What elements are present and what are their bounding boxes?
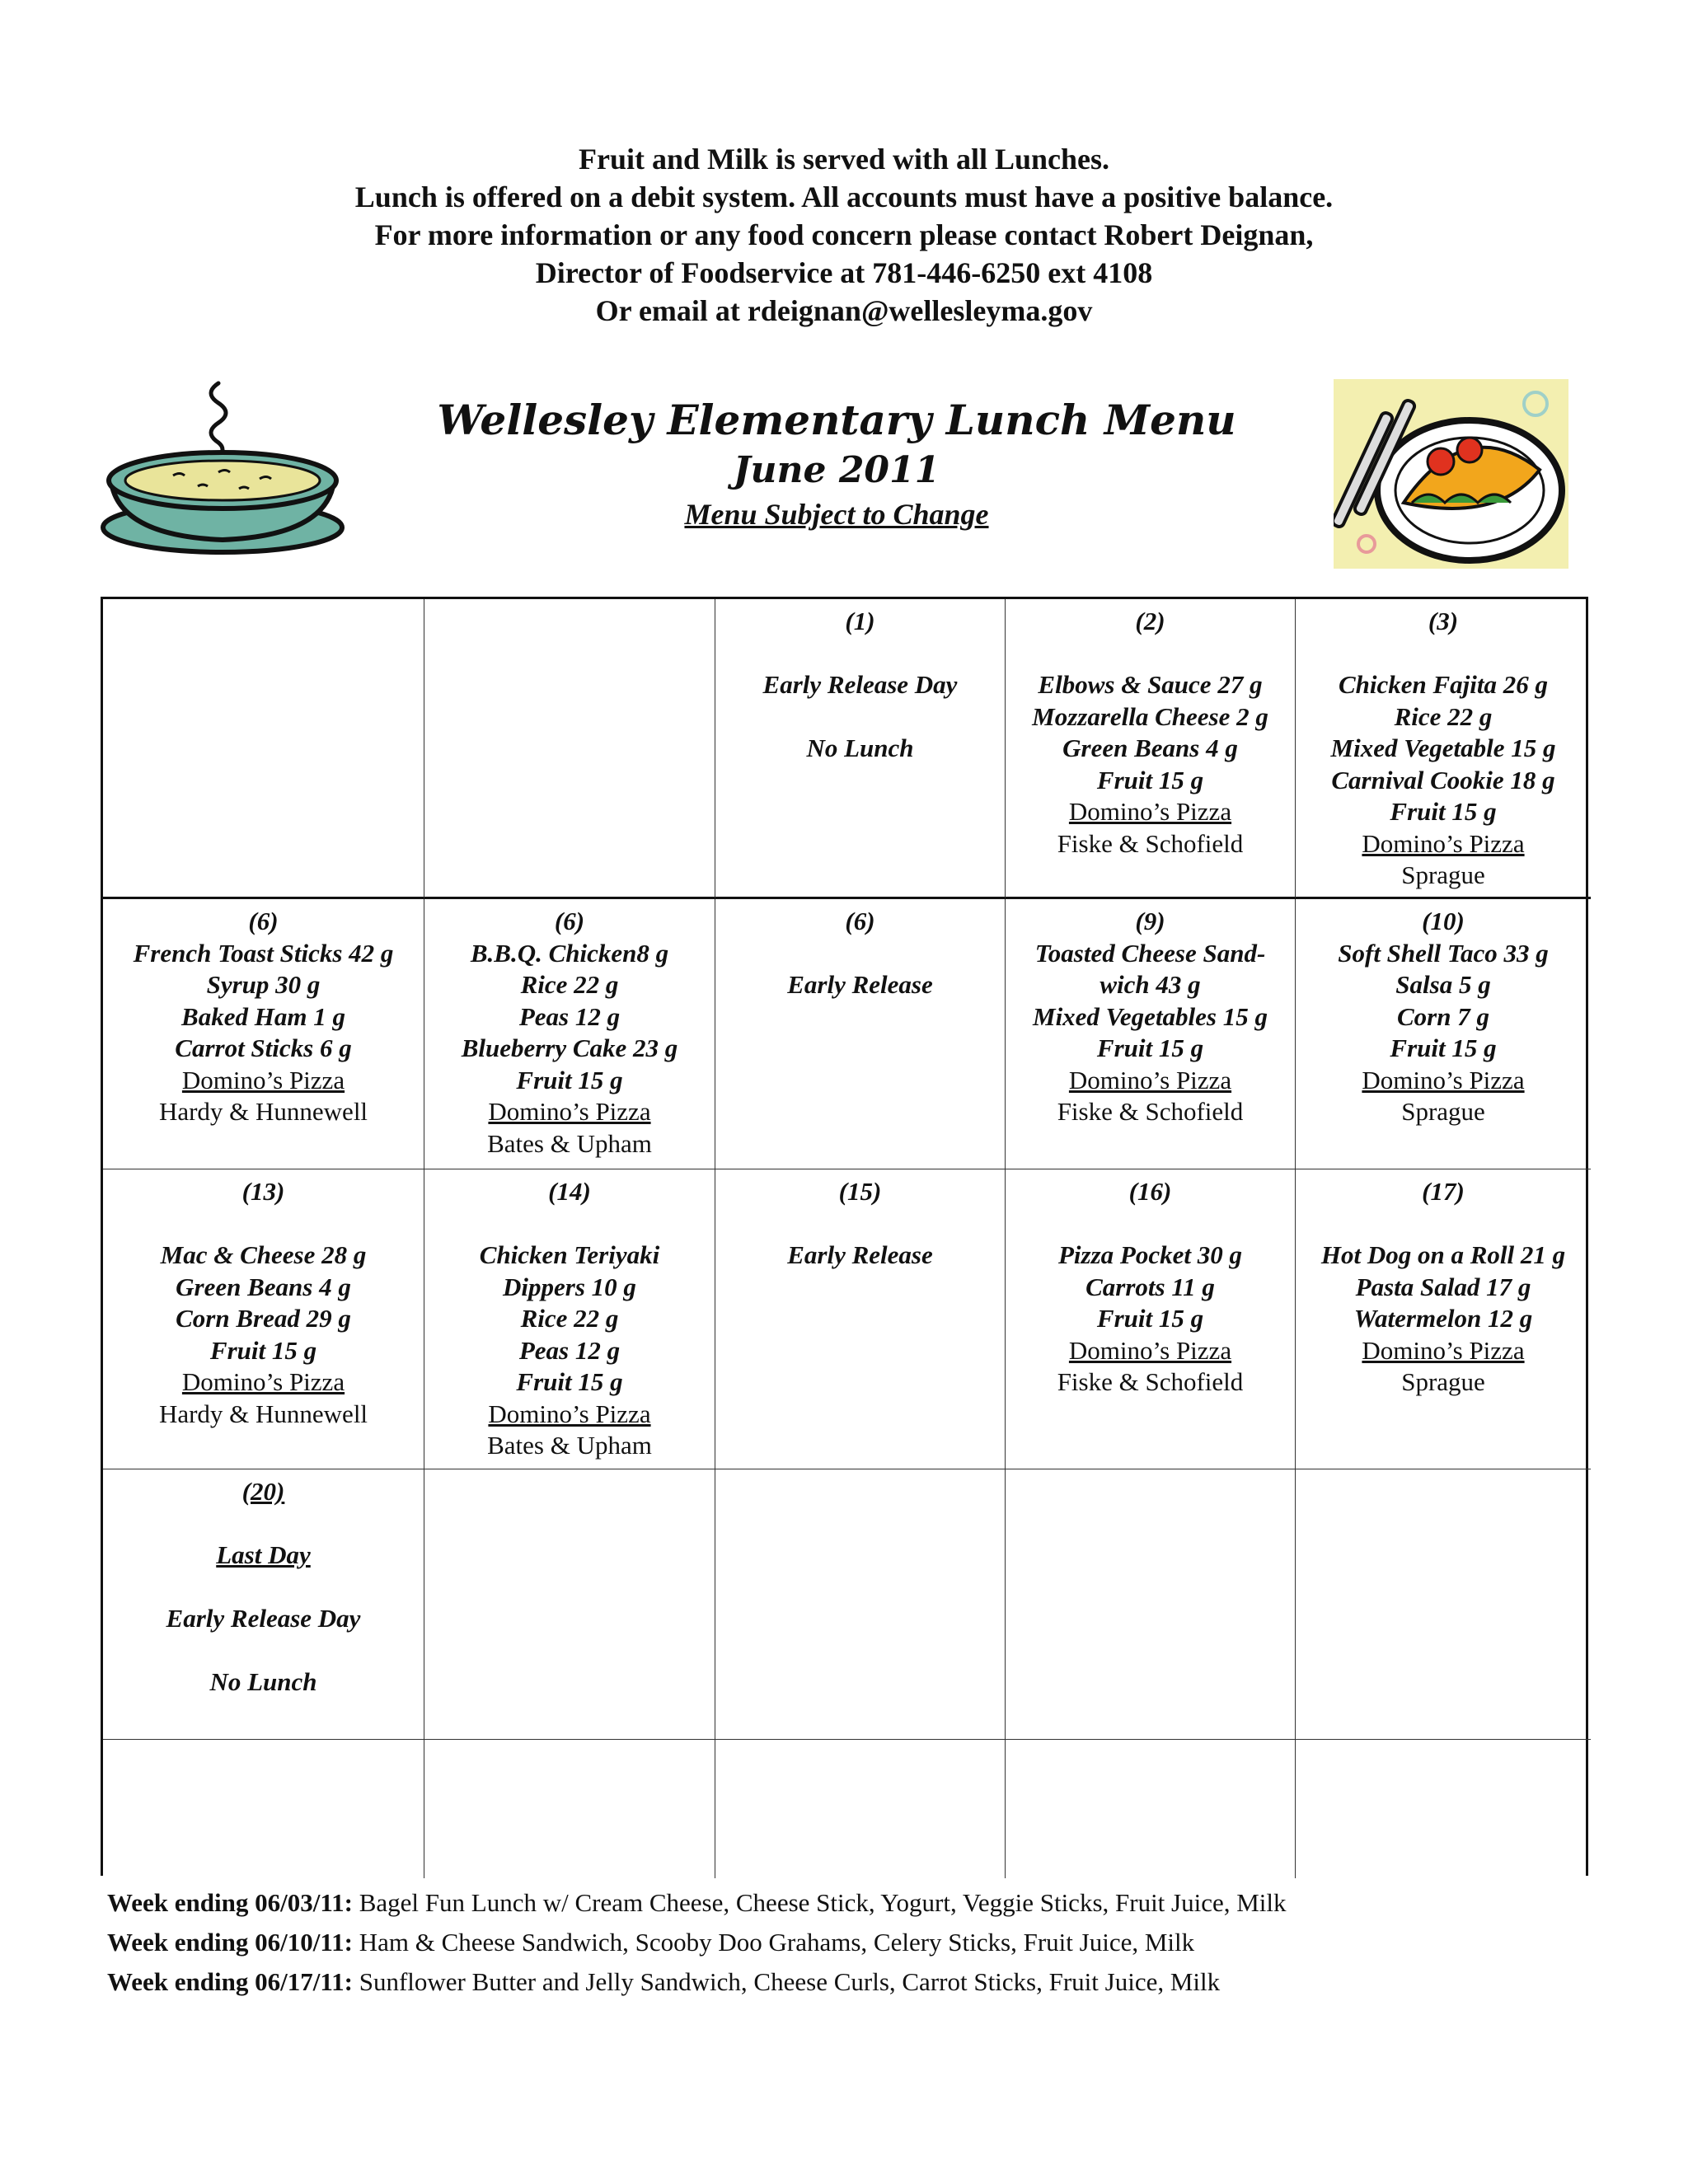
menu-item: Carrot Sticks 6 g xyxy=(175,1033,352,1062)
menu-day-cell xyxy=(1006,599,1296,899)
menu-item: Mozzarella Cheese 2 g xyxy=(1032,701,1268,731)
week-label: Week ending 06/03/11: xyxy=(107,1888,353,1917)
menu-item: Salsa 5 g xyxy=(1395,970,1491,999)
week-label: Week ending 06/17/11: xyxy=(107,1967,353,1996)
menu-item: Fruit 15 g xyxy=(1390,797,1497,826)
day-number: (13) xyxy=(241,1177,285,1206)
taco-plate-icon xyxy=(1334,379,1568,569)
menu-item: Peas 12 g xyxy=(518,1001,621,1031)
vendor-link[interactable]: Domino’s Pizza xyxy=(488,1399,651,1428)
menu-item: Peas 12 g xyxy=(518,1335,621,1365)
menu-item: Fruit 15 g xyxy=(1096,1033,1204,1062)
menu-item: Chicken Fajita 26 g xyxy=(1338,670,1549,699)
menu-item: Pasta Salad 17 g xyxy=(1355,1272,1531,1301)
menu-item: Fruit 15 g xyxy=(516,1367,623,1396)
menu-day-cell xyxy=(1296,599,1591,899)
day-number: (2) xyxy=(1135,607,1165,635)
menu-item: Mixed Vegetables 15 g xyxy=(1033,1001,1268,1031)
menu-item: Fruit 15 g xyxy=(1390,1033,1497,1062)
menu-item: Mixed Vegetable 15 g xyxy=(1330,733,1556,762)
vendor-link[interactable]: Domino’s Pizza xyxy=(181,1065,345,1094)
note-line: Fruit and Milk is served with all Lunches. xyxy=(578,143,1110,176)
vendor-link[interactable]: Domino’s Pizza xyxy=(1068,1335,1232,1365)
soup-bowl-icon xyxy=(95,375,350,560)
day-number: (1) xyxy=(845,607,875,635)
menu-item: Syrup 30 g xyxy=(206,970,321,999)
menu-day-cell xyxy=(424,1740,715,1878)
day-number: (3) xyxy=(1428,607,1459,635)
menu-day-cell xyxy=(1006,1169,1296,1469)
week-text: Ham & Cheese Sandwich, Scooby Doo Grahams, Celery Sticks, Fruit Juice, Milk xyxy=(352,1928,1195,1957)
day-number: (9) xyxy=(1135,907,1165,935)
header-notes xyxy=(0,140,1688,330)
day-number: (6) xyxy=(248,907,279,935)
menu-day-cell xyxy=(715,1469,1006,1740)
menu-item: wich 43 g xyxy=(1100,970,1201,999)
menu-item: Green Beans 4 g xyxy=(1062,733,1238,762)
menu-item: Watermelon 12 g xyxy=(1353,1304,1533,1333)
menu-item: Early Release xyxy=(787,970,933,999)
menu-item: Chicken Teriyaki xyxy=(479,1240,660,1269)
menu-item: Fruit 15 g xyxy=(1096,765,1204,794)
vendor-link[interactable]: Domino’s Pizza xyxy=(1068,1065,1232,1094)
day-number: (6) xyxy=(845,907,875,935)
day-number: (16) xyxy=(1128,1177,1172,1206)
menu-calendar-grid xyxy=(101,597,1588,1876)
school-names: Fiske & Schofield xyxy=(1057,828,1244,858)
menu-day-cell xyxy=(424,1169,715,1469)
week-note xyxy=(107,1923,1591,1962)
menu-day-cell xyxy=(424,599,715,899)
menu-day-cell xyxy=(424,1469,715,1740)
menu-item: Early Release xyxy=(787,1240,933,1269)
week-text: Sunflower Butter and Jelly Sandwich, Cheese Curls, Carrot Sticks, Fruit Juice, Milk xyxy=(352,1967,1221,1996)
menu-item: Mac & Cheese 28 g xyxy=(160,1240,367,1269)
menu-item: Baked Ham 1 g xyxy=(181,1001,345,1031)
menu-subtitle: Menu Subject to Change xyxy=(684,498,989,531)
school-names: Bates & Upham xyxy=(487,1431,652,1460)
menu-day-cell xyxy=(1006,1469,1296,1740)
menu-item: Early Release Day xyxy=(762,670,958,699)
menu-item: Toasted Cheese Sand- xyxy=(1034,938,1266,968)
week-text: Bagel Fun Lunch w/ Cream Cheese, Cheese Stick, Yogurt, Veggie Sticks, Fruit Juice, Milk xyxy=(352,1888,1287,1917)
menu-day-cell xyxy=(103,1169,424,1469)
page-title: Wellesley Elementary Lunch Menu xyxy=(437,396,1236,444)
menu-item: B.B.Q. Chicken8 g xyxy=(470,938,669,968)
menu-item: Hot Dog on a Roll 21 g xyxy=(1320,1240,1566,1269)
menu-item: Rice 22 g xyxy=(520,1304,619,1333)
note-line: Lunch is offered on a debit system. All accounts must have a positive balance. xyxy=(354,180,1334,213)
menu-day-cell xyxy=(1006,1740,1296,1878)
menu-item: Corn 7 g xyxy=(1397,1001,1489,1031)
school-names: Bates & Upham xyxy=(487,1128,652,1158)
week-note xyxy=(107,1962,1591,2002)
menu-day-cell xyxy=(715,599,1006,899)
menu-day-cell xyxy=(1006,899,1296,1169)
menu-item: Corn Bread 29 g xyxy=(176,1304,351,1333)
menu-day-cell xyxy=(424,899,715,1169)
title-block xyxy=(412,394,1261,534)
menu-day-cell xyxy=(103,1469,424,1740)
menu-day-cell xyxy=(715,1169,1006,1469)
menu-month: June 2011 xyxy=(733,449,940,491)
menu-item: No Lunch xyxy=(806,733,914,762)
menu-item: Last Day xyxy=(216,1540,311,1569)
school-names: Hardy & Hunnewell xyxy=(158,1097,368,1126)
school-names: Sprague xyxy=(1401,1097,1485,1126)
menu-day-cell xyxy=(103,1740,424,1878)
menu-item: Soft Shell Taco 33 g xyxy=(1338,938,1549,968)
menu-day-cell xyxy=(1296,1740,1591,1878)
vendor-link[interactable]: Domino’s Pizza xyxy=(1362,828,1525,858)
school-names: Sprague xyxy=(1401,1367,1485,1396)
menu-item: No Lunch xyxy=(209,1667,317,1696)
day-number: (6) xyxy=(554,907,585,935)
menu-item: Fruit 15 g xyxy=(209,1335,317,1365)
menu-day-cell xyxy=(103,899,424,1169)
day-number: (10) xyxy=(1422,907,1465,935)
school-names: Fiske & Schofield xyxy=(1057,1097,1244,1126)
vendor-link[interactable]: Domino’s Pizza xyxy=(1068,797,1232,826)
school-names: Sprague xyxy=(1401,860,1485,889)
menu-day-cell xyxy=(1296,899,1591,1169)
week-label: Week ending 06/10/11: xyxy=(107,1928,353,1957)
menu-item: French Toast Sticks 42 g xyxy=(133,938,394,968)
day-number: (20) xyxy=(241,1477,285,1506)
note-line: For more information or any food concern please contact Robert Deignan, xyxy=(374,218,1314,251)
vendor-link[interactable]: Domino’s Pizza xyxy=(488,1097,651,1126)
day-number: (17) xyxy=(1422,1177,1465,1206)
school-names: Fiske & Schofield xyxy=(1057,1367,1244,1396)
menu-item: Fruit 15 g xyxy=(1096,1304,1204,1333)
week-note xyxy=(107,1883,1591,1923)
note-line: Or email at rdeignan@wellesleyma.gov xyxy=(595,294,1093,327)
menu-day-cell xyxy=(103,599,424,899)
menu-item: Fruit 15 g xyxy=(516,1065,623,1094)
note-line: Director of Foodservice at 781-446-6250 ext 4108 xyxy=(535,256,1153,289)
day-number: (15) xyxy=(838,1177,882,1206)
menu-item: Rice 22 g xyxy=(520,970,619,999)
vendor-link[interactable]: Domino’s Pizza xyxy=(1362,1335,1525,1365)
vendor-link[interactable]: Domino’s Pizza xyxy=(181,1367,345,1396)
menu-day-cell xyxy=(1296,1169,1591,1469)
menu-item: Rice 22 g xyxy=(1394,701,1493,731)
weekly-specials xyxy=(107,1883,1591,2002)
vendor-link[interactable]: Domino’s Pizza xyxy=(1362,1065,1525,1094)
day-number: (14) xyxy=(548,1177,591,1206)
menu-item: Dippers 10 g xyxy=(503,1272,636,1301)
menu-item: Elbows & Sauce 27 g xyxy=(1038,670,1263,699)
menu-item: Green Beans 4 g xyxy=(176,1272,351,1301)
menu-item: Blueberry Cake 23 g xyxy=(461,1033,678,1062)
menu-item: Carrots 11 g xyxy=(1085,1272,1215,1301)
menu-item: Carnival Cookie 18 g xyxy=(1331,765,1555,794)
school-names: Hardy & Hunnewell xyxy=(158,1399,368,1428)
menu-item: Pizza Pocket 30 g xyxy=(1058,1240,1242,1269)
menu-day-cell xyxy=(715,1740,1006,1878)
menu-day-cell xyxy=(715,899,1006,1169)
menu-day-cell xyxy=(1296,1469,1591,1740)
menu-item: Early Release Day xyxy=(166,1604,361,1633)
